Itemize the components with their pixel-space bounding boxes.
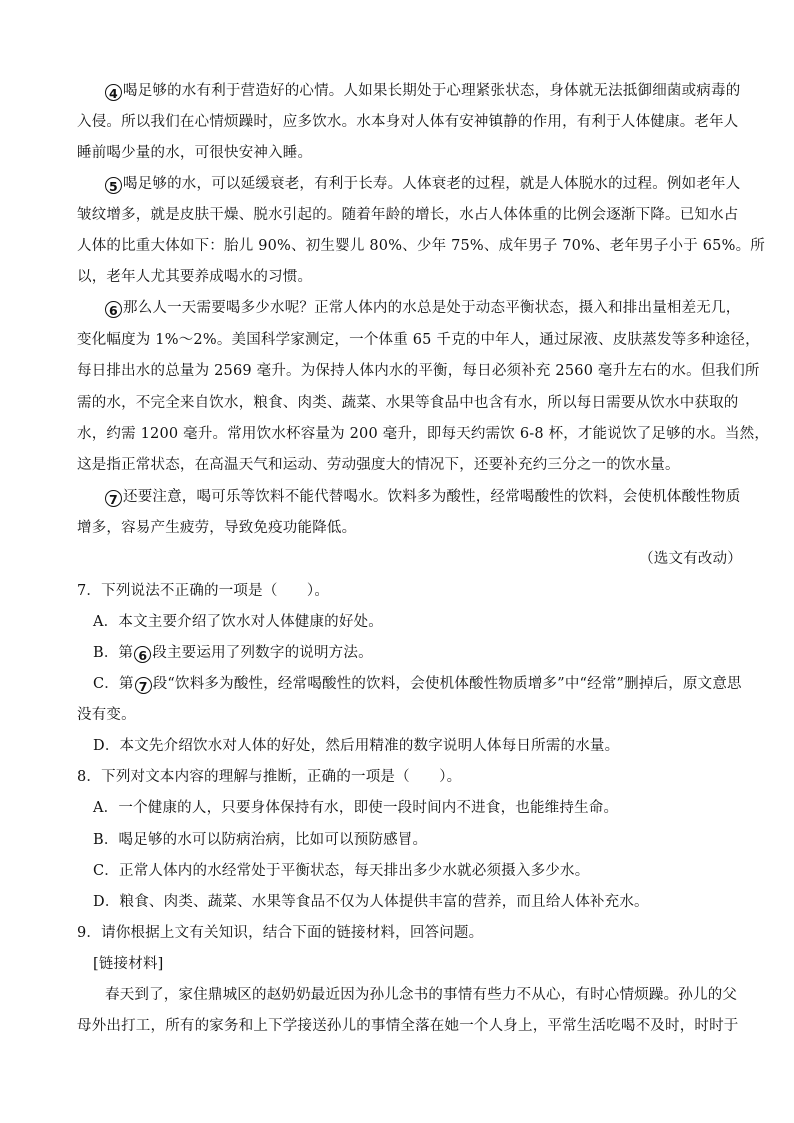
paragraph-6-line-4: 需的水，不完全来自饮水，粮食、肉类、蔬菜、水果等食品中也含有水，所以每日需要从饮水中获取的 bbox=[77, 395, 739, 411]
paragraph-reference-6: 6 bbox=[134, 646, 151, 663]
paragraph-4-line-3: 睡前喝少量的水，可很快安神入睡。 bbox=[77, 145, 313, 161]
paragraph-number-6: 6 bbox=[105, 301, 122, 318]
paragraph-5-line-4: 以，老年人尤其要养成喝水的习惯。 bbox=[77, 269, 313, 285]
question-8-option-c: C．正常人体内的水经常处于平衡状态，每天排出多少水就必须摄入多少水。 bbox=[93, 863, 590, 879]
question-8-option-a: A．一个健康的人，只要身体保持有水，即使一段时间内不进食，也能维持生命。 bbox=[93, 800, 619, 816]
question-9-stem: 9．请你根据上文有关知识，结合下面的链接材料，回答问题。 bbox=[77, 925, 484, 941]
paragraph-reference-7: 7 bbox=[135, 677, 152, 694]
link-material-line-2: 母外出打工，所有的家务和上下学接送孙儿的事情全落在她一个人身上，平常生活吃喝不及时，时时于 bbox=[77, 1018, 739, 1034]
paragraph-6-line-1: 6 那么人一天需要喝多少水呢？正常人体内的水总是处于动态平衡状态，摄入和排出量相差无几， bbox=[105, 301, 740, 318]
question-8-stem: 8．下列对文本内容的理解与推断，正确的一项是（ ）。 bbox=[77, 769, 462, 785]
question-8-option-b: B．喝足够的水可以防病治病，比如可以预防感冒。 bbox=[93, 832, 428, 848]
paragraph-5-line-2: 皱纹增多，就是皮肤干燥、脱水引起的。随着年龄的增长，水占人体体重的比例会逐渐下降。已知水占 bbox=[77, 207, 739, 223]
source-note: （选文有改动） bbox=[639, 551, 742, 567]
paragraph-6-line-2: 变化幅度为 1%～2%。美国科学家测定，一个体重 65 千克的中年人，通过尿液、皮肤蒸发等多种途径， bbox=[77, 332, 760, 348]
link-material-title: [链接材料] bbox=[93, 956, 164, 972]
question-7-option-a: A．本文主要介绍了饮水对人体健康的好处。 bbox=[93, 614, 383, 630]
question-7-option-c-continued: 没有变。 bbox=[77, 707, 136, 723]
question-8-option-d: D．粮食、肉类、蔬菜、水果等食品不仅为人体提供丰富的营养，而且给人体补充水。 bbox=[93, 894, 649, 910]
paragraph-4-line-1: 4 喝足够的水有利于营造好的心情。人如果长期处于心理紧张状态，身体就无法抵御细菌或病毒的 bbox=[105, 84, 740, 101]
paragraph-5-line-3: 人体的比重大体如下：胎儿 90%、初生婴儿 80%、少年 75%、成年男子 70%、老年男子小于 65%。所 bbox=[77, 238, 765, 254]
question-7-option-d: D．本文先介绍饮水对人体的好处，然后用精准的数字说明人体每日所需的水量。 bbox=[93, 738, 620, 754]
paragraph-5-line-1: 5 喝足够的水，可以延缓衰老，有利于长寿。人体衰老的过程，就是人体脱水的过程。例如老年人 bbox=[105, 177, 740, 194]
link-material-line-1: 春天到了，家住鼎城区的赵奶奶最近因为孙儿念书的事情有些力不从心，有时心情烦躁。孙儿的父 bbox=[105, 987, 738, 1003]
paragraph-7-line-2: 增多，容易产生疲劳，导致免疫功能降低。 bbox=[77, 520, 357, 536]
question-7-stem: 7．下列说法不正确的一项是（ ）。 bbox=[77, 583, 330, 599]
paragraph-4-line-2: 入侵。所以我们在心情烦躁时，应多饮水。水本身对人体有安神镇静的作用，有利于人体健康。老年人 bbox=[77, 114, 739, 130]
question-7-option-b: B．第 6 段主要运用了列数字的说明方法。 bbox=[93, 645, 373, 663]
question-7-option-c: C．第 7 段“饮料多为酸性，经常喝酸性的饮料，会使机体酸性物质增多”中“经常”删掉后，原文意思 bbox=[93, 676, 742, 694]
paragraph-7-line-1: 7 还要注意，喝可乐等饮料不能代替喝水。饮料多为酸性，经常喝酸性的饮料，会使机体酸性物质 bbox=[105, 490, 740, 507]
paragraph-number-4: 4 bbox=[105, 84, 122, 101]
paragraph-6-line-5: 水，约需 1200 毫升。常用饮水杯容量为 200 毫升，即每天约需饮 6-8 杯，才能说饮了足够的水。当然， bbox=[77, 426, 770, 442]
paragraph-number-7: 7 bbox=[105, 490, 122, 507]
paragraph-number-5: 5 bbox=[105, 177, 122, 194]
paragraph-6-line-3: 每日排出水的总量为 2569 毫升。为保持人体内水的平衡，每日必须补充 2560 毫升左右的水。但我们所 bbox=[77, 363, 760, 379]
paragraph-6-line-6: 这是指正常状态，在高温天气和运动、劳动强度大的情况下，还要补充约三分之一的饮水量。 bbox=[77, 457, 680, 473]
